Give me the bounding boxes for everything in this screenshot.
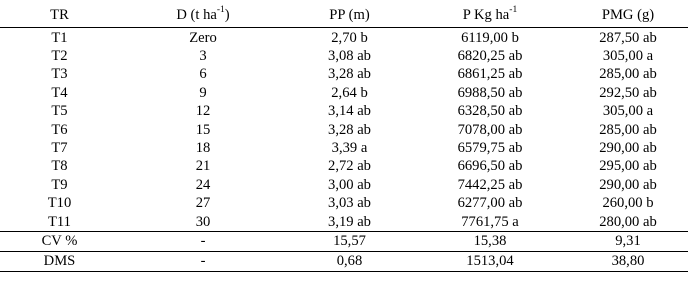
cell-dose: 27	[195, 195, 211, 212]
stat-cell-pp: 15,57	[287, 232, 412, 252]
cell-p: 7078,00 ab	[457, 121, 523, 138]
cell-pp: 2,70 b	[331, 29, 368, 46]
table-row	[0, 121, 688, 139]
cell-tr: T8	[51, 158, 68, 175]
cell-dose: 18	[195, 140, 211, 157]
cell-p: 6579,75 ab	[457, 140, 523, 157]
stat-cell-p: 15,38	[412, 232, 568, 252]
stat-cell-p: 1513,04	[412, 252, 568, 272]
stat-row	[0, 252, 688, 272]
cell-tr: T4	[51, 84, 68, 101]
table-body	[0, 28, 688, 272]
stat-cell-tr: DMS	[0, 252, 119, 272]
stat-cell-dose: -	[119, 232, 287, 252]
cell-p: 6696,50 ab	[457, 158, 523, 175]
cell-dose: 30	[195, 213, 211, 230]
stat-cell-pmg: 9,31	[568, 232, 688, 252]
cell-pmg: 295,00 ab	[599, 158, 657, 175]
header-cell-d: D (t $ha^{-1}$)	[119, 2, 287, 28]
table-row	[0, 195, 688, 213]
cell-p: 6861,25 ab	[457, 66, 523, 83]
stat-row	[0, 232, 688, 252]
cell-dose: 9	[199, 84, 207, 101]
cell-p: 6820,25 ab	[457, 48, 523, 65]
cell-p: 6328,50 ab	[457, 103, 523, 120]
cell-pmg: 287,50 ab	[599, 29, 657, 46]
table-row	[0, 176, 688, 194]
cell-tr: T3	[51, 66, 68, 83]
cell-dose: 12	[195, 103, 211, 120]
cell-pp: 3,39 a	[331, 140, 368, 157]
header-cell-pp: PP (m)	[287, 2, 412, 28]
cell-dose: 6	[199, 66, 207, 83]
stat-cell-tr: CV %	[0, 232, 119, 252]
cell-pmg: 292,50 ab	[599, 84, 657, 101]
table-row	[0, 66, 688, 84]
cell-pp: 3,28 ab	[328, 66, 371, 83]
cell-dose: 15	[195, 121, 211, 138]
cell-pmg: 285,00 ab	[599, 121, 657, 138]
cell-pp: 3,03 ab	[328, 195, 371, 212]
table-row	[0, 28, 688, 48]
table-row	[0, 103, 688, 121]
cell-pp: 3,08 ab	[328, 48, 371, 65]
cell-p: 6277,00 ab	[457, 195, 523, 212]
cell-tr: T11	[48, 213, 71, 230]
stat-cell-pmg: 38,80	[568, 252, 688, 272]
table-row	[0, 84, 688, 102]
cell-tr: T5	[51, 103, 68, 120]
cell-dose: 3	[199, 48, 207, 65]
cell-tr: T7	[51, 140, 68, 157]
stat-cell-pp: 0,68	[287, 252, 412, 272]
results-table	[0, 2, 688, 272]
cell-pmg: 290,00 ab	[599, 176, 657, 193]
cell-pmg: 260,00 b	[602, 195, 654, 212]
cell-pp: 3,00 ab	[328, 176, 371, 193]
cell-pp: 3,14 ab	[328, 103, 371, 120]
table-row	[0, 47, 688, 65]
header-cell-tr: TR	[0, 2, 119, 28]
cell-tr: T6	[51, 121, 68, 138]
cell-tr: T9	[51, 176, 68, 193]
cell-p: 7761,75 a	[461, 213, 519, 230]
cell-tr: T2	[51, 48, 68, 65]
cell-pmg: 280,00 ab	[599, 213, 657, 230]
table-header	[0, 2, 688, 28]
stat-cell-dose: -	[119, 252, 287, 272]
cell-pmg: 305,00 a	[602, 48, 654, 65]
table-row	[0, 139, 688, 157]
table-row	[0, 213, 688, 232]
cell-pmg: 285,00 ab	[599, 66, 657, 83]
cell-p: 6119,00 b	[461, 29, 519, 46]
cell-tr: T10	[47, 195, 72, 212]
cell-pp: 3,28 ab	[328, 121, 371, 138]
cell-pmg: 290,00 ab	[599, 140, 657, 157]
cell-p: 6988,50 ab	[457, 84, 523, 101]
cell-dose: Zero	[189, 29, 217, 46]
cell-dose: 24	[195, 176, 211, 193]
cell-pp: 2,64 b	[331, 84, 368, 101]
header-row	[0, 2, 688, 28]
cell-pp: 2,72 ab	[328, 158, 371, 175]
cell-p: 7442,25 ab	[457, 176, 523, 193]
cell-pmg: 305,00 a	[602, 103, 654, 120]
cell-dose: 21	[195, 158, 211, 175]
header-cell-p: P Kg $ha^{-1}$	[412, 2, 568, 28]
cell-tr: T1	[51, 29, 68, 46]
cell-pp: 3,19 ab	[328, 213, 371, 230]
header-cell-pmg: PMG (g)	[568, 2, 688, 28]
table-row	[0, 158, 688, 176]
